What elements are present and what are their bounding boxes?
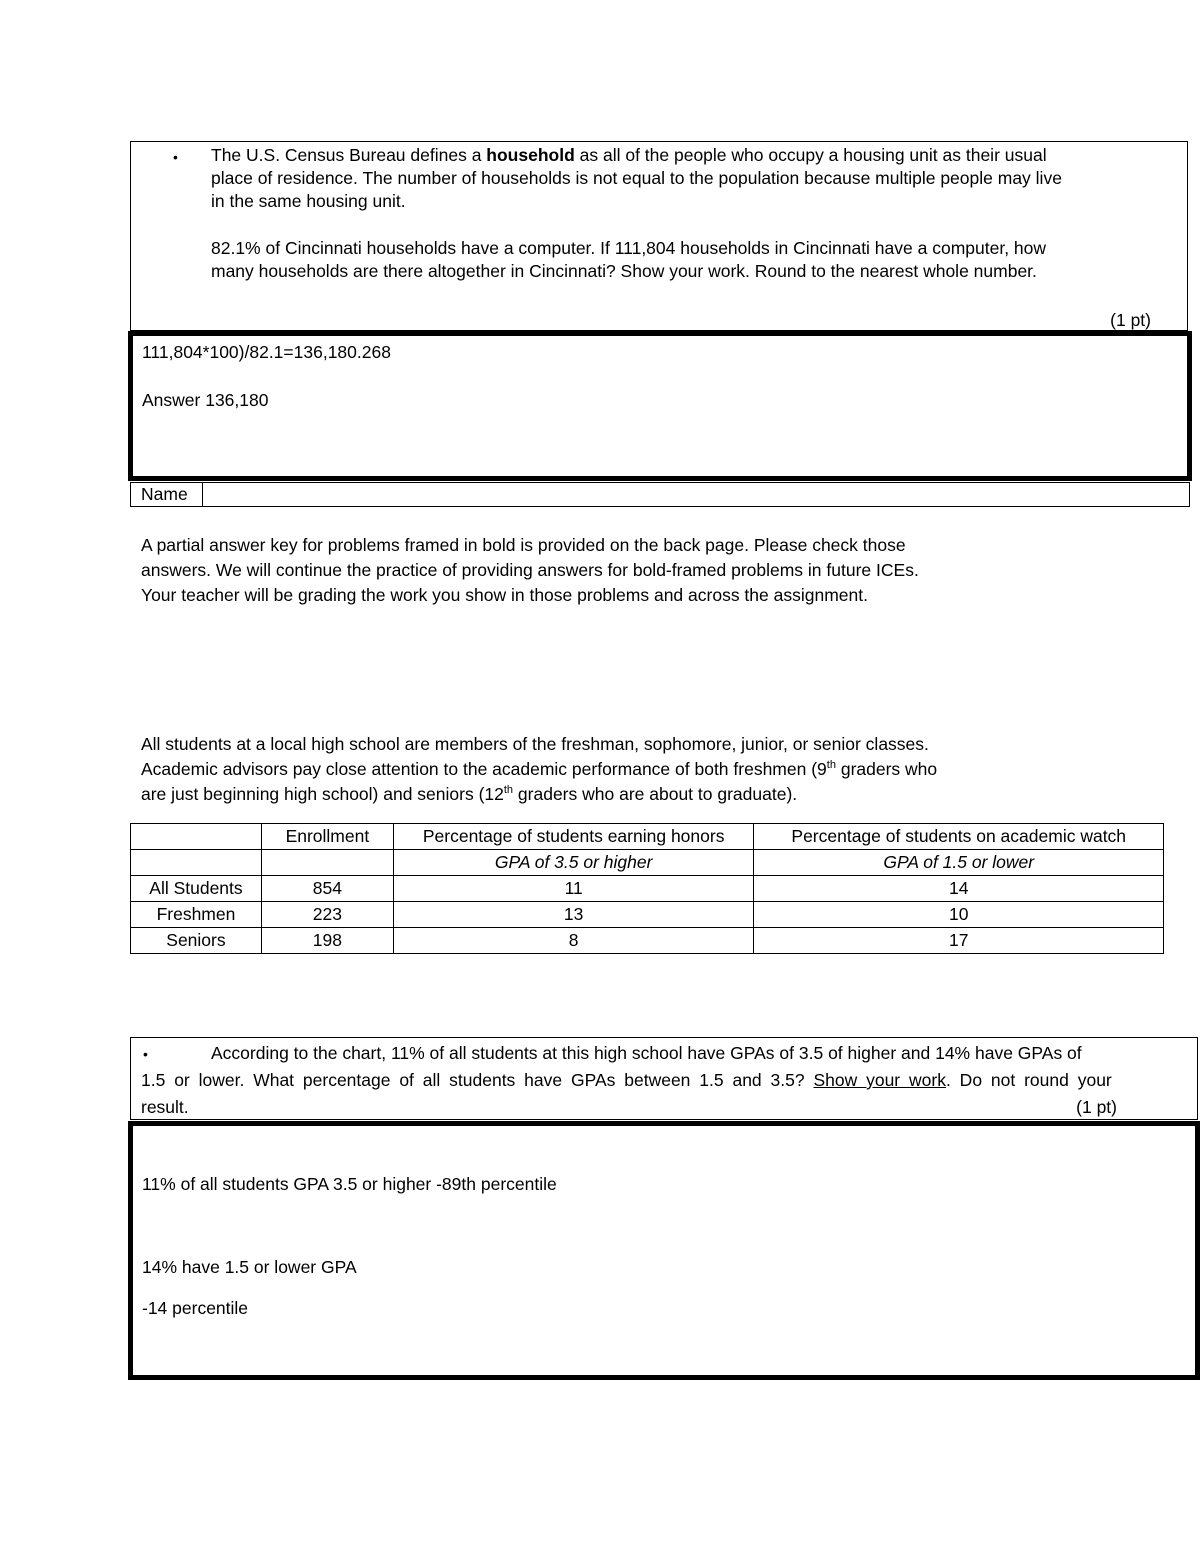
answer2-line1: 11% of all students GPA 3.5 or higher -89th percentile — [142, 1174, 557, 1194]
header-watch: Percentage of students on academic watch — [754, 824, 1164, 850]
question2-points: (1 pt) — [1076, 1097, 1117, 1117]
answer1-box[interactable] — [128, 331, 1192, 481]
name-row — [130, 482, 1190, 507]
question1-line1: The U.S. Census Bureau defines a household as all of the people who occupy a housing unit as their usual — [211, 145, 1047, 165]
question1-text — [211, 144, 1181, 283]
answer-key-note: A partial answer key for problems framed in bold is provided on the back page. Please check those answers. We will continue the practice of providing answers for bold-framed problems in future ICEs. Your teacher will be grading the work you show in those problems and across the assignment. — [141, 535, 919, 605]
question2-line1: According to the chart, 11% of all students at this high school have GPAs of 3.5 of higher and 14% have GPAs of — [211, 1043, 1082, 1063]
question1-points: (1 pt) — [1110, 310, 1151, 330]
question1-box — [130, 141, 1188, 331]
question1-line5: many households are there altogether in Cincinnati? Show your work. Round to the nearest whole number. — [211, 261, 1037, 281]
bullet-icon: • — [173, 149, 178, 165]
name-label: Name — [131, 483, 203, 506]
answer2-box[interactable] — [128, 1121, 1200, 1380]
header-honors: Percentage of students earning honors — [393, 824, 754, 850]
answer2-line3: -14 percentile — [142, 1298, 249, 1318]
answer2-line2: 14% have 1.5 or lower GPA — [142, 1257, 357, 1277]
table-subheader-row — [131, 850, 1164, 876]
gpa-table — [130, 823, 1164, 954]
question2-line2: 1.5 or lower. What percentage of all students have GPAs between 1.5 and 3.5? Show your work. Do not round your — [141, 1070, 1112, 1090]
table-header-row — [131, 824, 1164, 850]
table-row: Seniors 198 8 17 — [131, 928, 1164, 954]
question1-line2: place of residence. The number of households is not equal to the population because multiple people may live — [211, 168, 1062, 188]
table-row: Freshmen 223 13 10 — [131, 902, 1164, 928]
answer1-work: 111,804*100)/82.1=136,180.268 — [142, 342, 391, 362]
subheader-watch: GPA of 1.5 or lower — [754, 850, 1164, 876]
intro-paragraph: All students at a local high school are members of the freshman, sophomore, junior, or senior classes. Academic advisors pay close attention to the academic performance of both freshmen (9th graders who are just beginning high school) and seniors (12th graders who are about to graduate). — [141, 734, 938, 804]
table-row: All Students 854 11 14 — [131, 876, 1164, 902]
question2-line3: result. — [141, 1097, 189, 1117]
question2-box — [130, 1037, 1198, 1120]
name-field[interactable] — [204, 483, 1189, 506]
answer1-answer: Answer 136,180 — [142, 390, 269, 410]
question1-line3: in the same housing unit. — [211, 191, 406, 211]
subheader-honors: GPA of 3.5 or higher — [393, 850, 754, 876]
question1-line4: 82.1% of Cincinnati households have a computer. If 111,804 households in Cincinnati have a computer, how — [211, 238, 1047, 258]
bullet-icon: • — [143, 1046, 148, 1062]
header-enrollment: Enrollment — [261, 824, 393, 850]
